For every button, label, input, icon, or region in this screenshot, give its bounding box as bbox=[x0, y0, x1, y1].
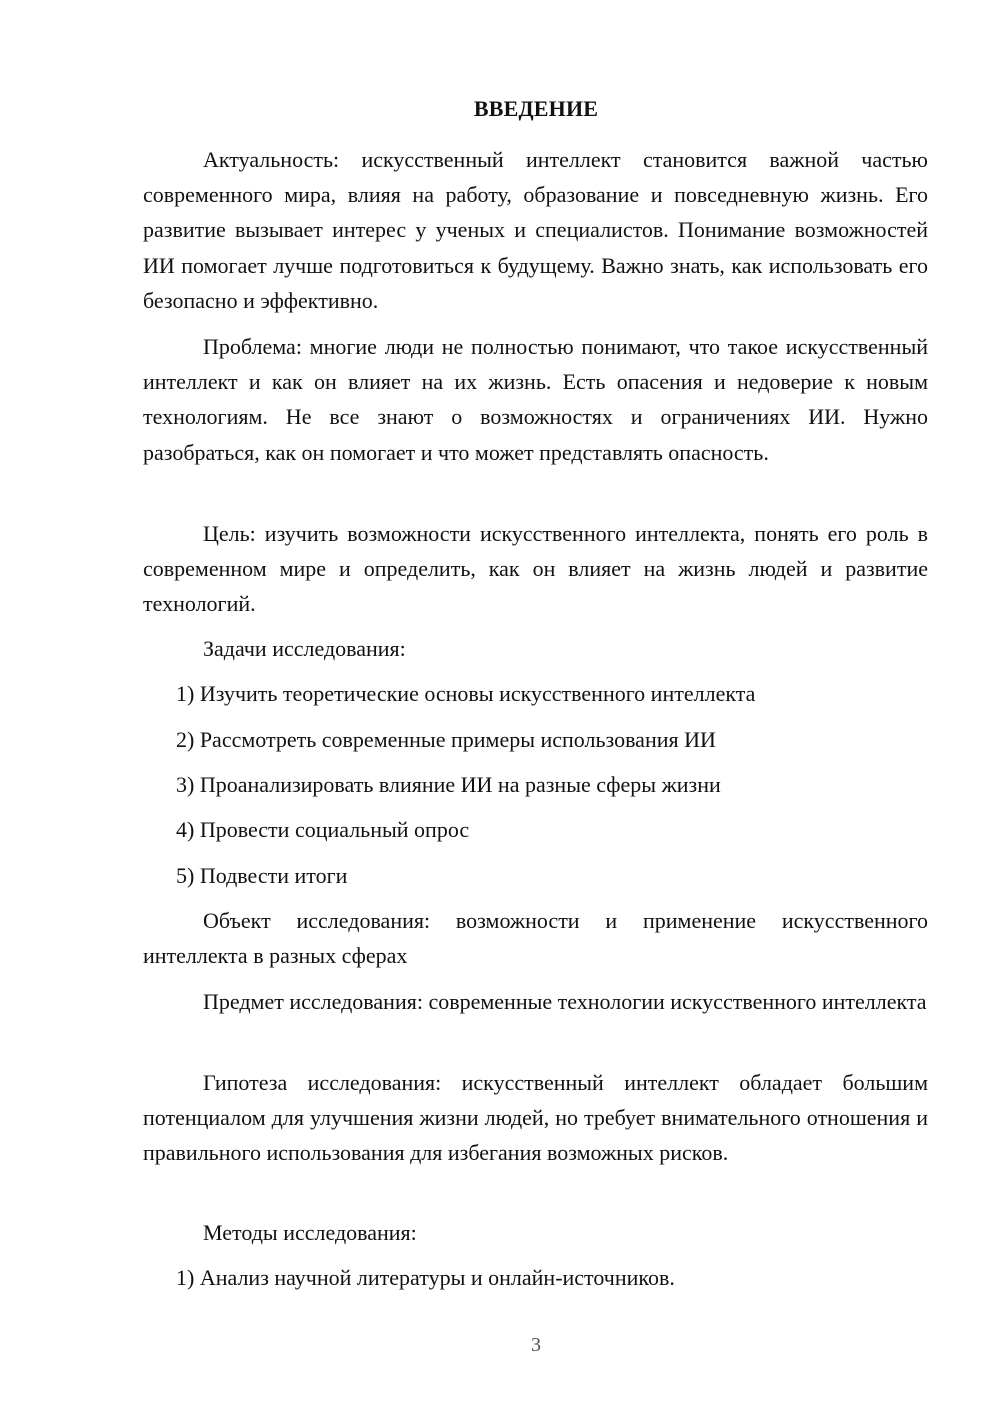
list-item: 5) Подвести итоги bbox=[176, 863, 348, 888]
paragraph-object: Объект исследования: возможности и применение искусственного интеллекта в разных сферах bbox=[143, 908, 928, 969]
page-number: 3 bbox=[531, 1334, 541, 1356]
paragraph-hypothesis: Гипотеза исследования: искусственный интеллект обладает большим потенциалом для улучшения жизни людей, но требует внимательного отношения и правильного использования для избегания возможных рисков. bbox=[143, 1070, 928, 1166]
list-item: 4) Провести социальный опрос bbox=[176, 817, 470, 842]
list-item: 1) Анализ научной литературы и онлайн-источников. bbox=[176, 1265, 675, 1290]
list-item: 3) Проанализировать влияние ИИ на разные сферы жизни bbox=[176, 772, 721, 797]
paragraph-problem: Проблема: многие люди не полностью понимают, что такое искусственный интеллект и как он влияет на их жизнь. Есть опасения и недоверие к новым технологиям. Не все знают о возможностях и ограничениях ИИ. Нужно разобраться, как он помогает и что может представлять опасность. bbox=[143, 334, 928, 465]
methods-heading: Методы исследования: bbox=[203, 1220, 417, 1245]
list-item: 2) Рассмотреть современные примеры использования ИИ bbox=[176, 727, 716, 752]
list-item: 1) Изучить теоретические основы искусственного интеллекта bbox=[176, 681, 756, 706]
paragraph-subject: Предмет исследования: современные технологии искусственного интеллекта bbox=[203, 989, 927, 1014]
paragraph-goal: Цель: изучить возможности искусственного интеллекта, понять его роль в современном мире и определить, как он влияет на жизнь людей и развитие технологий. bbox=[143, 521, 928, 617]
paragraph-relevance: Актуальность: искусственный интеллект становится важной частью современного мира, влияя на работу, образование и повседневную жизнь. Его развитие вызывает интерес у ученых и специалистов. Понимание возможностей ИИ помогает лучше подготовиться к будущему. Важно знать, как использовать его безопасно и эффективно. bbox=[143, 147, 928, 313]
tasks-heading: Задачи исследования: bbox=[203, 636, 406, 661]
page-title: ВВЕДЕНИЕ bbox=[473, 96, 599, 121]
